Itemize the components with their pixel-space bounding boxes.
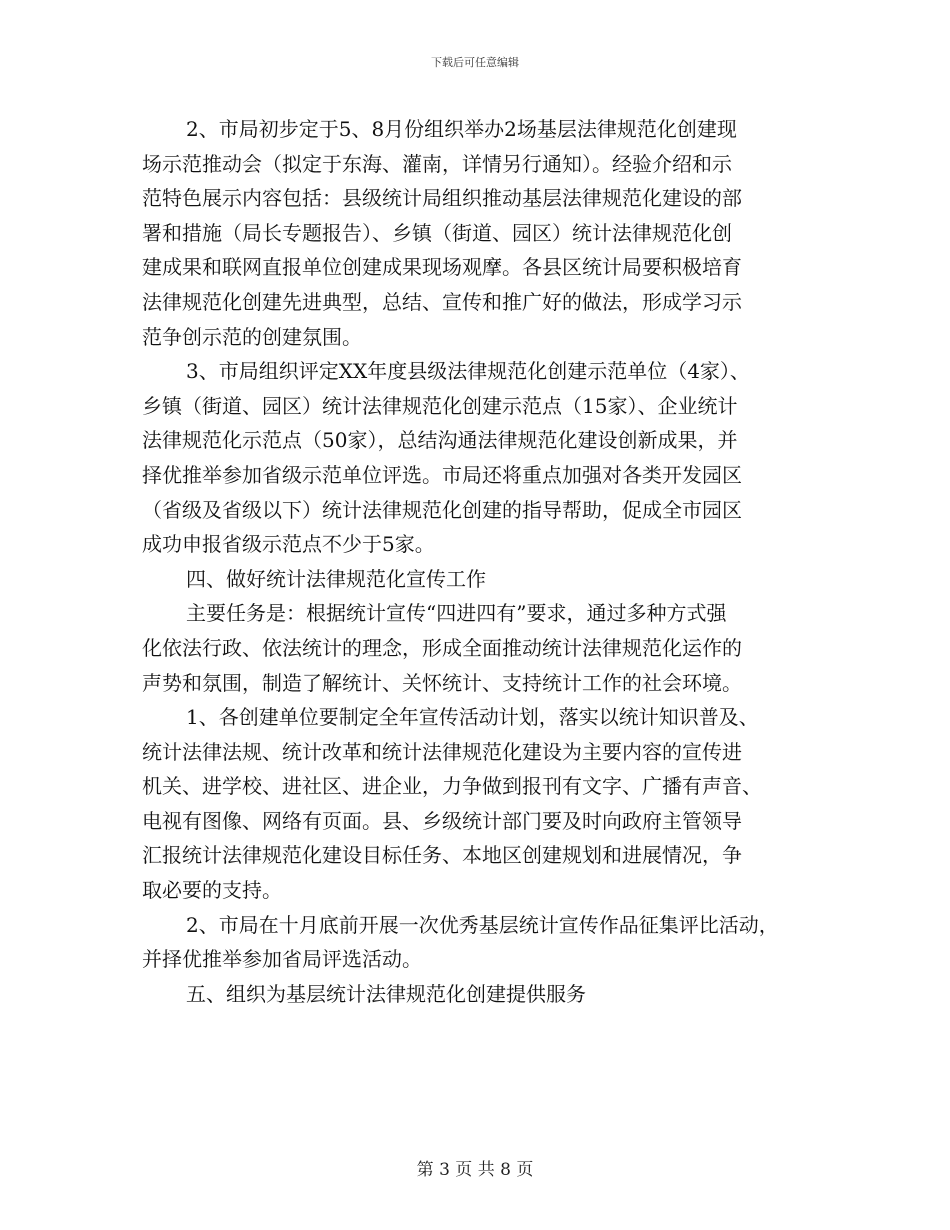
text-line: 3、市局组织评定XX年度县级法律规范化创建示范单位（4家）、 [186,359,750,384]
text-line: 汇报统计法律规范化建设目标任务、本地区创建规划和进展情况，争 [142,843,742,868]
document-body [142,112,810,1011]
text-line: 范争创示范的创建氛围。 [142,324,362,349]
text-line: 并择优推举参加省局评选活动。 [142,947,422,972]
text-line: 统计法律法规、统计改革和统计法律规范化建设为主要内容的宣传进 [142,739,742,764]
text-line: 取必要的支持。 [142,878,282,903]
text-line: 2、市局在十月底前开展一次优秀基层统计宣传作品征集评比活动， [186,912,779,937]
text-line: 声势和氛围，制造了解统计、关怀统计、支持统计工作的社会环境。 [142,670,742,695]
text-line: 1、各创建单位要制定全年宣传活动计划，落实以统计知识普及、 [186,705,759,730]
text-line: 择优推举参加省级示范单位评选。市局还将重点加强对各类开发园区 [142,462,742,487]
text-line: 成功申报省级示范点不少于5家。 [142,532,435,557]
text-line: 四、做好统计法律规范化宣传工作 [186,566,486,591]
text-line: 范特色展示内容包括：县级统计局组织推动基层法律规范化建设的部 [142,186,742,211]
text-line: （省级及省级以下）统计法律规范化创建的指导帮助，促成全市园区 [142,497,742,522]
text-line: 化依法行政、依法统计的理念，形成全面推动统计法律规范化运作的 [142,635,742,660]
text-line: 建成果和联网直报单位创建成果现场观摩。各县区统计局要积极培育 [142,255,742,280]
text-line: 2、市局初步定于5、8月份组织举办2场基层法律规范化创建现 [186,117,737,141]
text-line: 场示范推动会（拟定于东海、灌南，详情另行通知）。经验介绍和示 [142,151,732,176]
text-line: 法律规范化创建先进典型，总结、宣传和推广好的做法，形成学习示 [142,289,742,314]
text-line: 署和措施（局长专题报告）、乡镇（街道、园区）统计法律规范化创 [142,220,732,245]
text-line: 电视有图像、网络有页面。县、乡级统计部门要及时向政府主管领导 [142,808,742,833]
page-header: 下载后可任意编辑 [431,56,519,69]
text-line: 机关、进学校、进社区、进企业，力争做到报刊有文字、广播有声音、 [142,774,762,799]
text-line: 主要任务是：根据统计宣传“四进四有”要求，通过多种方式强 [186,601,727,626]
text-line: 法律规范化示范点（50家），总结沟通法律规范化建设创新成果，并 [142,428,738,453]
text-line: 五、组织为基层统计法律规范化创建提供服务 [186,981,586,1006]
page-footer: 第 3 页 共 8 页 [416,1160,534,1180]
text-line: 乡镇（街道、园区）统计法律规范化创建示范点（15家）、企业统计 [142,393,738,418]
